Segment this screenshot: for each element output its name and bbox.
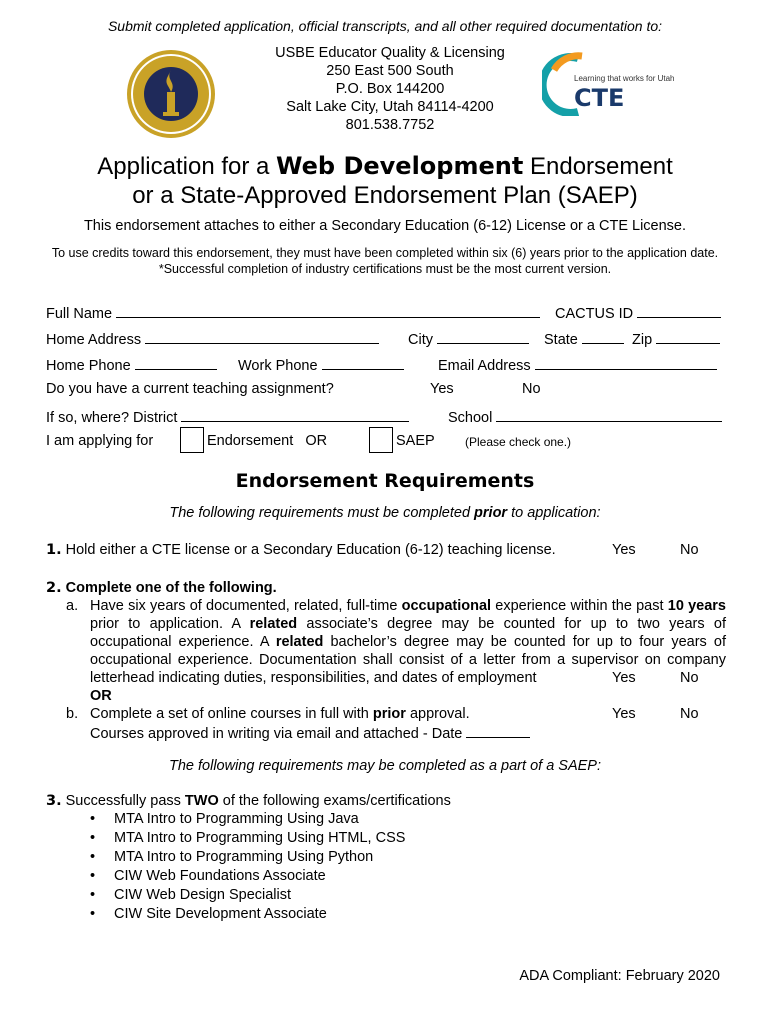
option-a-no-option[interactable]: No xyxy=(680,670,699,686)
city-field[interactable]: City xyxy=(408,329,529,348)
saep-checkbox[interactable] xyxy=(369,427,393,453)
applying-for-label: I am applying for xyxy=(46,433,154,449)
list-item: • MTA Intro to Programming Using HTML, CSS xyxy=(90,829,405,848)
credit-note: To use credits toward this endorsement, they must have been completed within six (6) years prior to the application date. *Successful completion of industry certifications must be the most current version. xyxy=(51,246,719,276)
req1-no-option[interactable]: No xyxy=(680,542,699,558)
req1-yes-option[interactable]: Yes xyxy=(612,542,636,558)
cte-tagline: Learning that works for Utah xyxy=(574,74,675,83)
zip-line[interactable] xyxy=(656,329,720,344)
list-item: • MTA Intro to Programming Using Python xyxy=(90,848,405,867)
list-item: • CIW Web Design Specialist xyxy=(90,886,405,905)
state-field[interactable]: State xyxy=(544,329,624,348)
school-field[interactable]: School xyxy=(448,407,722,426)
approval-date-line[interactable] xyxy=(466,723,530,738)
exam-list xyxy=(90,810,405,924)
option-b-text: Complete a set of online courses in full with prior approval. xyxy=(90,706,470,722)
phone-number: 801.538.7752 xyxy=(345,117,435,133)
zip-field[interactable]: Zip xyxy=(632,329,720,348)
email-field[interactable]: Email Address xyxy=(438,355,717,374)
submit-note: Submit completed application, official transcripts, and all other required documentation to: xyxy=(107,18,663,34)
work-phone-line[interactable] xyxy=(322,355,404,370)
cactus-id-line[interactable] xyxy=(637,303,721,318)
address-line: 250 East 500 South xyxy=(326,63,454,79)
address-line: USBE Educator Quality & Licensing xyxy=(275,45,505,61)
option-a-yes-option[interactable]: Yes xyxy=(612,670,636,686)
requirements-heading: Endorsement Requirements xyxy=(235,470,535,492)
city-line[interactable] xyxy=(437,329,529,344)
teaching-no-option[interactable]: No xyxy=(522,381,541,397)
saep-label: SAEP xyxy=(396,433,435,449)
ada-compliance-footer: ADA Compliant: February 2020 xyxy=(519,968,720,984)
option-b-label: b. xyxy=(66,706,79,722)
list-item: • CIW Web Foundations Associate xyxy=(90,867,405,886)
home-address-field[interactable]: Home Address xyxy=(46,329,379,348)
home-phone-line[interactable] xyxy=(135,355,217,370)
mailing-address xyxy=(240,44,540,134)
cte-logo xyxy=(542,52,675,116)
title-bold: Web Development xyxy=(276,152,524,180)
page-title: Application for a Web Development Endorsement or a State-Approved Endorsement Plan (SAEP) xyxy=(97,152,673,209)
option-b-yes-option[interactable]: Yes xyxy=(612,706,636,722)
endorsement-checkbox[interactable] xyxy=(180,427,204,453)
check-one-note: (Please check one.) xyxy=(465,435,572,449)
cactus-id-field[interactable]: CACTUS ID xyxy=(555,303,721,322)
or-divider: OR xyxy=(90,688,112,704)
email-line[interactable] xyxy=(535,355,717,370)
school-line[interactable] xyxy=(496,407,722,422)
full-name-line[interactable] xyxy=(116,303,540,318)
address-line: P.O. Box 144200 xyxy=(335,81,445,97)
teaching-yes-option[interactable]: Yes xyxy=(430,381,454,397)
home-phone-field[interactable]: Home Phone xyxy=(46,355,217,374)
requirement-2: 2. Complete one of the following. xyxy=(46,580,277,596)
home-address-line[interactable] xyxy=(145,329,379,344)
license-note: This endorsement attaches to either a Secondary Education (6-12) License or a CTE License. xyxy=(83,218,687,234)
cte-wordmark: CTE xyxy=(574,84,625,112)
state-line[interactable] xyxy=(582,329,624,344)
full-name-field[interactable]: Full Name xyxy=(46,303,540,322)
option-a-text: Have six years of documented, related, full-time occupational experience within the past 10 years prior to application. A related associate’s degree may be counted for up to two years of occupational experience. A related bachelor’s degree may be counted for up to four years of occupational experience. Documentation shall consist of a letter from a supervisor on company letterhead indicating duties, responsibilities, and dates of employment xyxy=(90,598,726,686)
saep-note: The following requirements may be completed as a part of a SAEP: xyxy=(169,758,601,774)
district-line[interactable] xyxy=(181,407,409,422)
option-a-label: a. xyxy=(66,598,79,614)
list-item: • CIW Site Development Associate xyxy=(90,905,405,924)
option-b-no-option[interactable]: No xyxy=(680,706,699,722)
address-line: Salt Lake City, Utah 84114-4200 xyxy=(286,99,494,115)
teaching-question: Do you have a current teaching assignment? xyxy=(46,381,334,397)
endorsement-label: Endorsement OR xyxy=(207,433,328,449)
work-phone-field[interactable]: Work Phone xyxy=(238,355,404,374)
requirement-1: 1. Hold either a CTE license or a Secondary Education (6-12) teaching license. xyxy=(46,542,556,558)
courses-approved-field[interactable]: Courses approved in writing via email and attached - Date xyxy=(90,723,530,743)
prior-note: The following requirements must be completed prior to application: xyxy=(169,505,601,521)
requirement-3: 3. Successfully pass TWO of the following exams/certifications xyxy=(46,793,451,809)
list-item: • MTA Intro to Programming Using Java xyxy=(90,810,405,829)
usbe-seal-logo xyxy=(125,48,217,140)
district-field[interactable]: If so, where? District xyxy=(46,407,409,426)
